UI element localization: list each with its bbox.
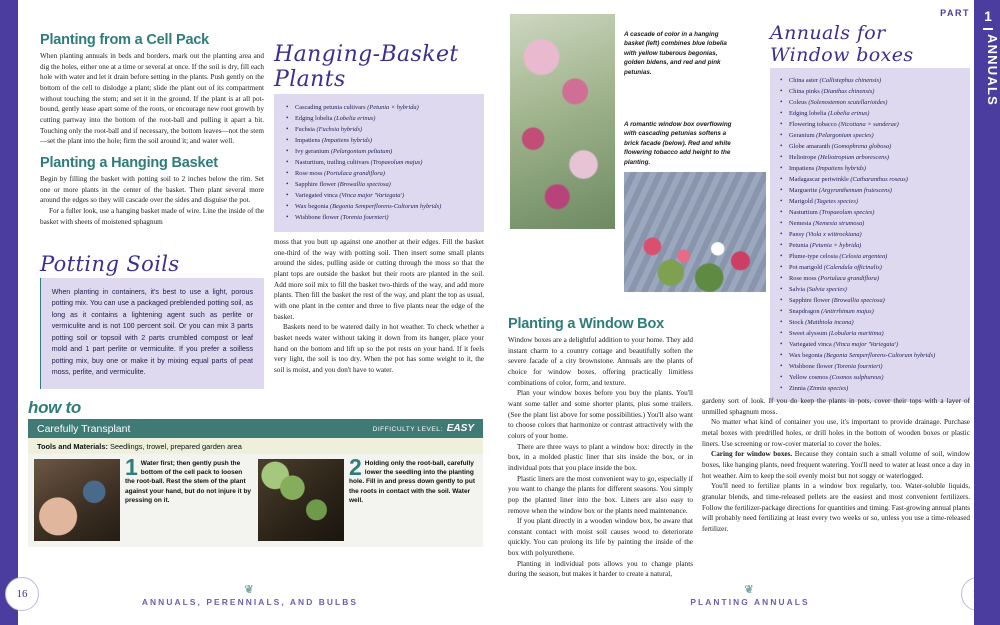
caption-hanging-basket: A cascade of color in a hanging basket (left) combines blue lobelia with yellow tuberous begonias, golden bidens, and red and pink petunias. (624, 31, 727, 76)
plant-list-item (286, 179, 474, 190)
hanging-basket-plants-block (274, 42, 484, 232)
right-running-head: PLANTING ANNUALS (690, 597, 810, 607)
paragraph-window-box-8: No matter what kind of container you use, it's important to provide drainage. Purchase metal boxes with predrilled holes, or drill holes in the bottom of wooden boxes or plastic liners. Use screening or row-cover material to cover the holes. (702, 418, 970, 448)
plant-latin-name: (Lobelia erinus) (828, 110, 870, 118)
plant-list-item (780, 350, 962, 361)
plant-list-item (780, 218, 962, 229)
plant-list-item (780, 97, 962, 108)
plant-list-item (286, 212, 474, 223)
plant-common-name: Cascading petunia cultivars (295, 104, 368, 111)
plant-latin-name: (Zinnia species) (807, 385, 849, 393)
plant-common-name: Snapdragon (789, 308, 822, 316)
plant-latin-name: (Callistephus chinensis) (819, 77, 882, 84)
plant-latin-name: (Portulaca grandiflora) (324, 170, 386, 178)
paragraph-window-box-6: Planting in individual pots allows you to change plants during the season, but makes it harder to create a natural, (508, 559, 693, 579)
plant-latin-name: (Tropaeolum species) (819, 209, 875, 217)
right-column-1 (508, 316, 693, 580)
plant-common-name: Salvia (789, 286, 807, 294)
step-1-photo (34, 459, 120, 541)
plant-latin-name: (Impatiens hybrids) (815, 165, 867, 173)
plant-latin-name: (Tropaeolum majus) (370, 159, 423, 167)
right-page (500, 0, 1000, 625)
how-to-step-2 (258, 454, 477, 541)
potting-soils-title: Potting Soils (40, 252, 180, 276)
plant-list-item (780, 295, 962, 306)
plant-common-name: Flowering tobacco (789, 121, 839, 129)
paragraph-window-box-5: If you plant directly in a wooden window box, be aware that constant contact with moist soil causes wood to deteriorate quickly. You can prolong its life by painting the inside of the box with polyurethene. (508, 517, 693, 558)
plant-latin-name: (Petunia × hybrida) (367, 104, 419, 111)
plant-list-item (780, 273, 962, 284)
caption-window-box: A romantic window box overflowing with cascading petunias softens a brick facade (below). Red and white flowering tobacco add height to the planting. (624, 121, 732, 166)
plant-common-name: Plume-type celosia (789, 253, 840, 261)
paragraph-hanging-basket-1: Begin by filling the basket with potting soil to 2 inches below the rim. Set one or more plants in the center of the basket. Then plant several more around the edges so they will cascade over the sides and disguise the pot. (40, 174, 264, 205)
paragraph-basket-col2-1: moss that you butt up against one another at their edges. Fill the basket one-third of the way with potting soil. Then insert some small plants around the sides, pulling aside or cutting through the moss so that the plant tops are outside the basket but their roots are planted in the soil. Add more soil mix to fill the basket two-thirds of the way, and add more plants. Then fill the basket the rest of the way, and plant the top as usual, with one plant in the center and three to five plants near the edge of the basket. (274, 238, 484, 321)
right-column-2 (702, 396, 970, 535)
edge-rule-divider (983, 28, 993, 30)
how-to-title-bar (28, 419, 483, 438)
plant-latin-name: (Dianthus chinensis) (821, 88, 875, 96)
plant-common-name: Coleus (789, 99, 809, 107)
part-edge-tab (974, 0, 1000, 625)
tools-label: Tools and Materials: (37, 441, 108, 451)
plant-list-item (780, 251, 962, 262)
paragraph-hanging-basket-2: For a fuller look, use a hanging basket made of wire. Line the inside of the basket with sheets of moistened sphagnum (40, 206, 264, 226)
leaf-ornament-icon-right: ❦ (744, 584, 756, 596)
plant-common-name: Sapphire flower (295, 181, 338, 189)
plant-list-item (780, 152, 962, 163)
plant-common-name: Wishbone flower (295, 214, 341, 222)
window-box-annuals-title: Annuals for Window boxes (770, 22, 914, 66)
plant-latin-name: (Lobelia erinus) (334, 115, 376, 123)
plant-latin-name: (Pelargonium peltatum) (330, 148, 393, 156)
plant-list-item (780, 383, 962, 394)
plant-common-name: Pot marigold (789, 264, 824, 272)
plant-common-name: Edging lobelia (295, 115, 335, 123)
plant-latin-name: (Argyranthemum frutescens) (818, 187, 892, 195)
plant-list-item (780, 262, 962, 273)
plant-common-name: Rose moss (789, 275, 819, 283)
plant-common-name: Nasturtium, trailing cultivars (295, 159, 371, 167)
plant-list-item (780, 174, 962, 185)
plant-common-name: Variegated vinca (295, 192, 340, 200)
plant-latin-name: (Celosia argentea) (839, 253, 888, 261)
left-spine-bar (0, 0, 18, 625)
heading-planting-cell-pack: Planting from a Cell Pack (40, 32, 210, 48)
plant-common-name: Pansy (789, 231, 806, 239)
plant-list-item (780, 328, 962, 339)
plant-latin-name: (Impatiens hybrids) (321, 137, 373, 145)
part-number: 1 (984, 8, 992, 24)
plant-latin-name: (Nicotiana × sanderae) (838, 121, 899, 129)
how-to-tools-row (28, 438, 483, 454)
plant-list-item (780, 119, 962, 130)
plant-latin-name: (Matthiola incana) (805, 319, 854, 327)
plant-common-name: Wishbone flower (789, 363, 835, 371)
plant-latin-name: (Salvia species) (806, 286, 847, 294)
potting-soils-block (40, 252, 264, 389)
plant-latin-name: (Vinca major 'Variegata') (833, 341, 899, 349)
plant-common-name: Rose moss (295, 170, 325, 178)
left-running-head-block (0, 585, 500, 607)
plant-list-item (286, 190, 474, 201)
plant-latin-name: (Lobularia maritima) (828, 330, 884, 338)
left-running-head: ANNUALS, PERENNIALS, AND BULBS (141, 597, 359, 607)
how-to-title: Carefully Transplant (37, 422, 131, 435)
how-to-steps (28, 454, 483, 547)
plant-list-item (286, 201, 474, 212)
plant-list-item (780, 130, 962, 141)
plant-common-name: Globe amaranth (789, 143, 832, 151)
plant-latin-name: (Calendula officinalis) (823, 264, 882, 272)
plant-latin-name: (Pelargonium species) (816, 132, 874, 140)
paragraph-cell-pack: When planting annuals in beds and borders, mark out the planting area and dig the holes, either one at a time or several at once. If the soil is dry, fill each hole with water and let it drain before setting in the plants. Push gently on the bottom of the cell to dislodge a plant; slide the plant out of its compartment without touching the stem; and set it in the ground. If the plant is at all pot-bound, gently tease apart some of the roots, or encourage new root growth by cutting partway into the bottom of the root-ball and pulling it apart a bit. Touching only the root-ball and if necessary, the bottom leaves—not the stem—set the plant into the hole; firm the soil around it; and water well. (40, 52, 264, 146)
window-box-annuals-list (780, 75, 962, 394)
plant-latin-name: (Fuchsia hybrids) (316, 126, 363, 134)
plant-common-name: Edging lobelia (789, 110, 829, 118)
caring-text: Because they contain such a small volume of soil, window boxes, like hanging plants, need frequent watering. You'll need to water at least once a day in hot weather. Aim to keep the soil evenly moist but not soggy or waterlogged. (702, 450, 971, 480)
plant-list-item (780, 229, 962, 240)
part-section-label: ANNUALS (985, 34, 1000, 106)
plant-common-name: Marguerite (789, 187, 819, 195)
plant-latin-name: (Begonia Semperflorens-Cultorum hybrids) (823, 352, 936, 360)
window-box-photo (624, 172, 766, 292)
plant-common-name: China aster (789, 77, 820, 84)
plant-common-name: Geranium (789, 132, 817, 140)
caring-lead-in: Caring for window boxes. (711, 450, 793, 459)
tools-value: Seedlings, trowel, prepared garden area (109, 441, 242, 451)
plant-common-name: Variegated vinca (789, 341, 834, 349)
plant-list-item (780, 163, 962, 174)
potting-soils-text: When planting in containers, it's best to use a light, porous potting mix. You can use a packaged preblended potting soil, as long as it contains a lightening agent such as perlite or vermiculite and is not 100 percent soil. Or you can mix 3 parts potting soil or topsoil with 2 parts crumbled compost or leaf mold and 1 part perlite or vermiculite. If you prefer a soilless potting mix, buy one or make it by mixing equal parts of peat moss, perlite, and vermiculite. (41, 278, 264, 389)
difficulty-value: EASY (446, 423, 474, 434)
plant-latin-name: (Torenia fournieri) (340, 214, 389, 222)
left-column-2-text (274, 237, 484, 376)
plant-list-item (780, 361, 962, 372)
paragraph-window-box-1: Window boxes are a delightful addition to your home. They add instant charm to a country cottage and beautifully soften the severe facade of a city brownstone. Annuals are the plants of choice for window boxes, offering practically limitless combinations of color, form, and texture. (508, 336, 693, 387)
plant-latin-name: (Portulaca grandiflora) (818, 275, 880, 283)
plant-common-name: Marigold (789, 198, 815, 206)
leaf-ornament-icon: ❦ (244, 584, 256, 596)
hanging-basket-photo (510, 14, 615, 229)
paragraph-caring-for-window-boxes (702, 449, 970, 481)
plant-latin-name: (Tagetes species) (814, 198, 858, 206)
plant-list-item (780, 240, 962, 251)
part-word-label: PART (940, 8, 970, 18)
plant-latin-name: (Antirrhinum majus) (821, 308, 874, 316)
plant-latin-name: (Browallia speciosa) (337, 181, 391, 189)
plant-common-name: Sweet alyssum (789, 330, 829, 338)
plant-common-name: Nemesia (789, 220, 813, 228)
plant-latin-name: (Heliotropium arborescens) (817, 154, 889, 162)
plant-latin-name: (Browallia speciosa) (831, 297, 885, 305)
plant-list-item (286, 157, 474, 168)
plant-list-item (780, 339, 962, 350)
plant-list-item (780, 86, 962, 97)
step-1-number: 1 (125, 454, 138, 480)
heading-planting-hanging-basket: Planting a Hanging Basket (40, 154, 218, 171)
plant-list-item (286, 102, 474, 113)
right-running-head-block (500, 585, 1000, 607)
plant-latin-name: (Nemesia strumosa) (812, 220, 865, 228)
step-2-text: Holding only the root-ball, carefully lower the seedling into the planting hole. Fill in and press down gently to put the roots in contact with the soil. Water well. (349, 460, 476, 504)
plant-common-name: Wax begonia (295, 203, 330, 211)
plant-common-name: Impatiens (295, 137, 322, 145)
how-to-panel (28, 398, 483, 547)
left-page-folio: 16 (5, 577, 39, 611)
plant-common-name: Yellow cosmos (789, 374, 830, 382)
window-box-annuals-block (770, 22, 970, 402)
step-1-text-block (125, 454, 253, 541)
plant-latin-name: (Gomophrena globosa) (831, 143, 892, 151)
plant-latin-name: (Petunia × hybrida) (809, 242, 862, 250)
plant-latin-name: (Vinca major 'Variegata') (339, 192, 405, 200)
plant-common-name: China pinks (789, 88, 822, 96)
plant-common-name: Zinnia (789, 385, 808, 393)
paragraph-fertilizing: You'll need to fertilize plants in a window box regularly, too. Water-soluble liquids, granular blends, and time-released pellets are the easiest and most convenient fertilizers. Follow the fertilizer-package directions for quantities and timing. Fast-growing annual plants will probably need fertilizing at least every two weeks or so, unless you use a time-released fertilizer. (702, 482, 970, 533)
plant-latin-name: (Torenia fournieri) (834, 363, 883, 371)
plant-common-name: Heliotrope (789, 154, 818, 162)
left-column-1 (40, 32, 264, 227)
plant-common-name: Ivy geranium (295, 148, 331, 156)
step-2-photo (258, 459, 344, 541)
plant-list-item (780, 284, 962, 295)
plant-list-item (780, 317, 962, 328)
plant-latin-name: (Catharanthus roseus) (850, 176, 908, 184)
hanging-basket-plants-box (274, 94, 484, 232)
plant-common-name: Petunia (789, 242, 810, 250)
difficulty-label: DIFFICULTY LEVEL: (372, 426, 443, 433)
plant-list-item (780, 141, 962, 152)
plant-list-item (780, 75, 962, 86)
how-to-step-1 (34, 454, 253, 541)
plant-list-item (780, 108, 962, 119)
hanging-basket-plants-title: Hanging-Basket Plants (274, 42, 459, 92)
plant-list-item (780, 372, 962, 383)
heading-planting-window-box: Planting a Window Box (508, 316, 664, 332)
plant-latin-name: (Viola x wittrockiana) (805, 231, 862, 239)
plant-common-name: Sapphire flower (789, 297, 832, 305)
step-1-text: Water first; then gently push the bottom of the cell pack to loosen the root-ball. Rest the stem of the plant against your hand, but do not injure it by pressing on it. (125, 460, 252, 504)
plant-common-name: Wax begonia (789, 352, 824, 360)
plant-list-item (780, 207, 962, 218)
plant-list-item (286, 113, 474, 124)
plant-common-name: Stock (789, 319, 806, 327)
plant-common-name: Impatiens (789, 165, 816, 173)
paragraph-window-box-4: Plastic liners are the most convenient way to go, especially if you want to change the plants for different seasons. You simply pop the planted liner into the box. Liners are also easy to remove when the window box or the plants need maintenance. (508, 474, 693, 515)
step-2-number: 2 (349, 454, 362, 480)
paragraph-window-box-2: Plan your window boxes before you buy the plants. You'll want some taller and some shorter plants, plus some trailers. (See the plant list above for some possibilities.) You'll also want to choose colors that harmonize or contrast attractively with the colors of your home. (508, 389, 693, 440)
paragraph-basket-col2-2: Baskets need to be watered daily in hot weather. To check whether a basket needs water without taking it down from its hanger, place your hand on the bottom and lift up so the pot rests on your hand. If it feels very light, the soil is too dry. When the pot has some weight to it, the soil is moist, and you don't have to water. (274, 323, 484, 374)
plant-list-item (286, 168, 474, 179)
plant-list-item (286, 124, 474, 135)
plant-common-name: Madagascar periwinkle (789, 176, 851, 184)
how-to-label: how to (28, 398, 81, 417)
paragraph-window-box-3: There are three ways to plant a window box: directly in the box, in a molded plastic liner that sits inside the box, or in individual pots that you place inside the box. (508, 442, 693, 472)
window-box-annuals-box (770, 68, 970, 402)
hanging-basket-plants-list (286, 102, 474, 223)
plant-list-item (286, 146, 474, 157)
step-2-text-block (349, 454, 477, 541)
plant-list-item (780, 185, 962, 196)
difficulty-badge (373, 423, 474, 434)
plant-list-item (780, 196, 962, 207)
plant-common-name: Fuchsia (295, 126, 317, 134)
plant-latin-name: (Solenostemon scutellarioides) (808, 99, 888, 107)
plant-latin-name: (Begonia Semperflorens-Cultorum hybrids) (329, 203, 442, 211)
plant-common-name: Nasturtium (789, 209, 820, 217)
paragraph-window-box-7: gardeny sort of look. If you do keep the plants in pots, cover their tops with a layer of unmilled sphagnum moss. (702, 397, 970, 416)
plant-latin-name: (Cosmos sulphureus) (829, 374, 884, 382)
plant-list-item (286, 135, 474, 146)
plant-list-item (780, 306, 962, 317)
